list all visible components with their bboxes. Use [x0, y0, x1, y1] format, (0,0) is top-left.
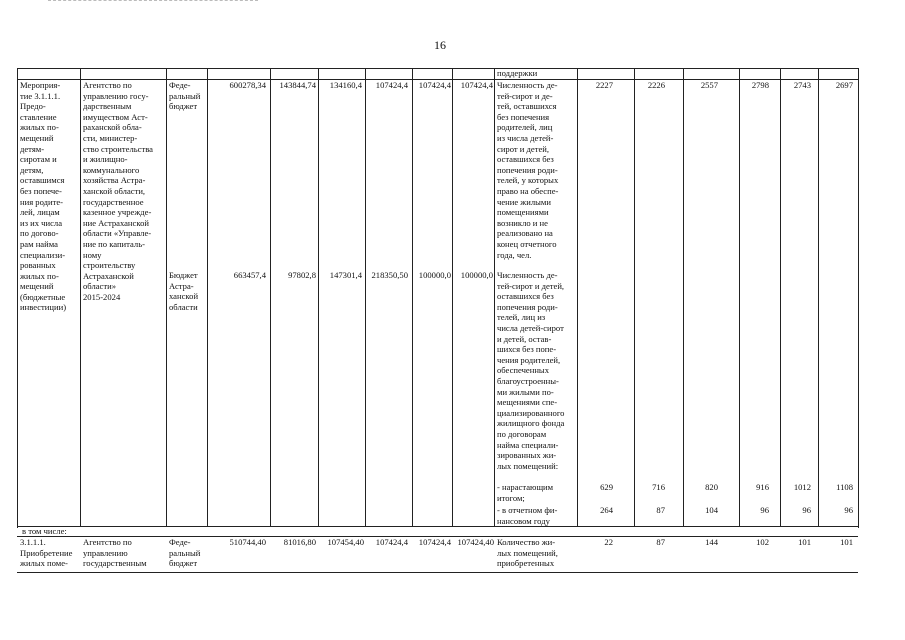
col-rule: [365, 68, 366, 526]
ind2b-value: 87: [656, 505, 665, 515]
col-rule: [270, 68, 271, 526]
ind1-value: 2798: [751, 80, 769, 90]
executor-cell-2: Агентство по управлению государственным: [83, 537, 147, 569]
ind1-value: 2743: [793, 80, 811, 90]
col-rule: [412, 68, 413, 526]
row2-value: 107424,4: [418, 537, 451, 547]
ind2b-value: 96: [802, 505, 811, 515]
fed-value: 107424,4: [375, 80, 408, 90]
ind2a-value: 716: [652, 482, 665, 492]
row2-value: 81016,80: [283, 537, 316, 547]
reg-value: 218350,50: [371, 270, 408, 280]
page-number: 16: [434, 38, 446, 52]
event-cell: Мероприя- тие 3.1.1.1. Предо- ставление жилых по- мещений детям- сиротам и детям, оставшимся без попече- ния родите- лей, лицам из их числа по догово- рам найма специализи- рованных жилых по- мещений (бюджетные инвестиции): [20, 80, 67, 313]
col-rule: [17, 68, 18, 528]
reg-value: 100000,0: [460, 270, 493, 280]
indicator-orphans-count: Численность де- тей-сирот и де- тей, оставшихся без попечения родителей, лиц из числа детей- сирот и детей, оставшихся без попечения роди- телей, у которых право на обеспе- чение жилыми помещениями возникло и не реализовано на конец отчетного года, чел.: [497, 80, 559, 260]
executor-cell: Агентство по управлению госу- дарственным имуществом Аст- раханской обла- сти, министер- ство строительства и жилищно- коммунального хозяйства Астра- ханской области, государственное казенное учрежде- ние Астраханской области «Управле- ние по капиталь- ному строительству Астраханской области» 2015-2024: [83, 80, 153, 302]
reg-value: 147301,4: [329, 270, 362, 280]
fed-value: 143844,74: [279, 80, 316, 90]
ind2a-value: 916: [756, 482, 769, 492]
fed-value: 107424,4: [460, 80, 493, 90]
row2-value: 107424,40: [457, 537, 494, 547]
row2-value: 510744,40: [229, 537, 266, 547]
col-rule: [166, 68, 167, 526]
ind2a-value: 1108: [836, 482, 853, 492]
row2-value: 107424,4: [375, 537, 408, 547]
col-rule: [318, 68, 319, 526]
col-rule: [858, 68, 859, 528]
subheader-including: в том числе:: [22, 526, 67, 536]
fed-value: 600278,34: [229, 80, 266, 90]
col-rule: [207, 68, 208, 526]
ind1-value: 2227: [595, 80, 613, 90]
source-regional: Бюджет Астра- ханской области: [169, 270, 199, 312]
reg-value: 97802,8: [288, 270, 316, 280]
ind2b-value: 96: [760, 505, 769, 515]
row2-ind-value: 102: [756, 537, 769, 547]
indicator-cumulative: - нарастающим итогом;: [497, 482, 554, 503]
row2-ind-value: 101: [798, 537, 811, 547]
source-federal-2: Феде- ральный бюджет: [169, 537, 201, 569]
row-rule: [17, 68, 858, 69]
top-margin-mark: [48, 0, 258, 3]
col-rule: [818, 68, 819, 526]
col-rule: [780, 68, 781, 526]
col-rule: [683, 68, 684, 526]
reg-value: 100000,0: [418, 270, 451, 280]
ind2b-value: 96: [844, 505, 853, 515]
col-rule: [739, 68, 740, 526]
reg-value: 663457,4: [233, 270, 266, 280]
col-rule: [80, 68, 81, 526]
ind1-value: 2226: [647, 80, 665, 90]
ind2b-value: 104: [705, 505, 718, 515]
ind2a-value: 629: [600, 482, 613, 492]
row2-ind-value: 101: [840, 537, 853, 547]
row2-ind-value: 144: [705, 537, 718, 547]
indicator-apartments: Количество жи- лых помещений, приобретенных: [497, 537, 558, 569]
ind1-value: 2557: [700, 80, 718, 90]
row2-value: 107454,40: [327, 537, 364, 547]
source-federal: Феде- ральный бюджет: [169, 80, 201, 112]
row2-ind-value: 22: [604, 537, 613, 547]
indicator-provided-housing: Численность де- тей-сирот и детей, оставшихся без попечения роди- телей, лиц из числа детей-сирот и детей, остав- шихся без попе- чения родителей, обеспеченных благоустроенны- ми жилыми по- мещениями спе- циализированного жилищного фонда по договорам найма специали- зированных жи- лых помещений:: [497, 270, 565, 471]
indicator-reporting-year: - в отчетном фи- нансовом году: [497, 505, 558, 526]
header-tail: поддержки: [497, 68, 538, 78]
event-cell-2: 3.1.1.1. Приобретение жилых поме-: [20, 537, 73, 569]
ind2a-value: 820: [705, 482, 718, 492]
ind2b-value: 264: [600, 505, 613, 515]
row2-ind-value: 87: [656, 537, 665, 547]
ind1-value: 2697: [835, 80, 853, 90]
row-rule: [17, 526, 858, 527]
row-rule: [17, 572, 858, 573]
fed-value: 134160,4: [329, 80, 362, 90]
fed-value: 107424,4: [418, 80, 451, 90]
col-rule: [452, 68, 453, 526]
col-rule: [494, 68, 495, 526]
ind2a-value: 1012: [793, 482, 811, 492]
col-rule: [634, 68, 635, 526]
col-rule: [577, 68, 578, 526]
